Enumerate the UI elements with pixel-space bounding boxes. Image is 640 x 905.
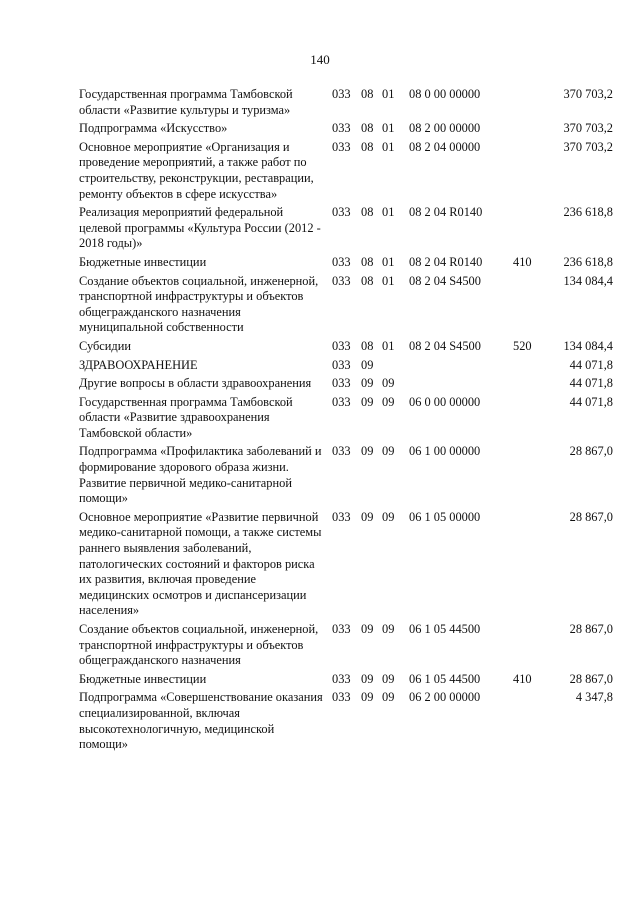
amount: 44 071,8 — [569, 357, 613, 372]
table-row — [79, 510, 619, 619]
target-item-code: 06 1 00 00000 — [409, 444, 481, 459]
table-row — [79, 255, 619, 271]
section-code: 09 — [361, 671, 374, 686]
section-code: 08 — [361, 205, 374, 220]
row-name: Другие вопросы в области здравоохранения — [79, 376, 312, 391]
subsection-code: 01 — [382, 121, 395, 136]
section-code: 09 — [361, 622, 374, 636]
table-row — [79, 87, 619, 118]
row-name: Бюджетные инвестиции — [79, 254, 207, 269]
target-item-code: 08 2 04 S4500 — [409, 338, 481, 353]
row-name: Создание объектов социальной, инженерной, транспортной инфраструктуры и объектов общегражданского назначения — [79, 622, 319, 668]
amount: 370 703,2 — [563, 87, 613, 101]
subsection-code: 01 — [382, 87, 395, 101]
section-code: 09 — [361, 444, 374, 459]
amount: 44 071,8 — [569, 394, 613, 409]
amount: 28 867,0 — [569, 622, 613, 636]
section-code: 09 — [361, 376, 374, 391]
ministry-code: 033 — [332, 357, 351, 372]
subsection-code: 09 — [382, 509, 395, 524]
target-item-code: 08 2 00 00000 — [409, 121, 481, 136]
row-name: Основное мероприятие «Организация и проведение мероприятий, а также работ по строительству, реконструкции, реставрации, ремонту объектов в сфере искусства» — [79, 139, 314, 201]
table-row — [79, 622, 619, 669]
amount: 28 867,0 — [569, 509, 613, 524]
section-code: 08 — [361, 121, 374, 136]
target-item-code: 08 2 04 S4500 — [409, 273, 481, 288]
table-row — [79, 444, 619, 506]
section-code: 09 — [361, 690, 374, 705]
ministry-code: 033 — [332, 622, 351, 636]
ministry-code: 033 — [332, 254, 351, 269]
ministry-code: 033 — [332, 139, 351, 154]
expense-type-code: 410 — [513, 671, 532, 686]
target-item-code: 08 2 04 00000 — [409, 139, 481, 154]
row-name: Подпрограмма «Искусство» — [79, 121, 228, 136]
ministry-code: 033 — [332, 394, 351, 409]
amount: 370 703,2 — [563, 139, 613, 154]
amount: 28 867,0 — [569, 671, 613, 686]
subsection-code: 01 — [382, 139, 395, 154]
ministry-code: 033 — [332, 444, 351, 459]
section-code: 08 — [361, 273, 374, 288]
budget-table — [79, 87, 619, 756]
target-item-code: 08 2 04 R0140 — [409, 205, 483, 220]
section-code: 09 — [361, 357, 374, 372]
target-item-code: 06 1 05 44500 — [409, 622, 481, 636]
amount: 4 347,8 — [575, 690, 613, 705]
amount: 28 867,0 — [569, 444, 613, 459]
table-row — [79, 274, 619, 336]
ministry-code: 033 — [332, 87, 351, 101]
table-row — [79, 205, 619, 252]
table-row — [79, 395, 619, 442]
ministry-code: 033 — [332, 205, 351, 220]
row-name: Государственная программа Тамбовской области «Развитие культуры и туризма» — [79, 87, 293, 117]
table-row — [79, 376, 619, 392]
table-row — [79, 358, 619, 374]
amount: 370 703,2 — [563, 121, 613, 136]
row-name: Бюджетные инвестиции — [79, 671, 207, 686]
ministry-code: 033 — [332, 509, 351, 524]
ministry-code: 033 — [332, 690, 351, 705]
ministry-code: 033 — [332, 338, 351, 353]
amount: 44 071,8 — [569, 376, 613, 391]
section-code: 08 — [361, 139, 374, 154]
table-row — [79, 690, 619, 752]
ministry-code: 033 — [332, 121, 351, 136]
subsection-code: 01 — [382, 338, 395, 353]
amount: 236 618,8 — [563, 205, 613, 220]
subsection-code: 01 — [382, 205, 395, 220]
subsection-code: 09 — [382, 376, 395, 391]
subsection-code: 09 — [382, 690, 395, 705]
row-name: Подпрограмма «Профилактика заболеваний и формирование здорового образа жизни. Развитие первичной медико-санитарной помощи» — [79, 444, 322, 506]
subsection-code: 09 — [382, 622, 395, 636]
page-number: 140 — [310, 52, 330, 67]
target-item-code: 08 2 04 R0140 — [409, 254, 483, 269]
row-name: Подпрограмма «Совершенствование оказания специализированной, включая высокотехнологичную, медицинской помощи» — [79, 690, 323, 752]
section-code: 08 — [361, 338, 374, 353]
row-name: Государственная программа Тамбовской области «Развитие здравоохранения Тамбовской области» — [79, 394, 293, 440]
expense-type-code: 410 — [513, 254, 532, 269]
expense-type-code: 520 — [513, 338, 532, 353]
row-name: Субсидии — [79, 338, 131, 353]
section-code: 08 — [361, 87, 374, 101]
section-code: 09 — [361, 509, 374, 524]
subsection-code: 09 — [382, 671, 395, 686]
ministry-code: 033 — [332, 671, 351, 686]
table-row — [79, 672, 619, 688]
table-row — [79, 140, 619, 202]
subsection-code: 09 — [382, 444, 395, 459]
row-name: Основное мероприятие «Развитие первичной медико-санитарной помощи, а также системы раннего выявления заболеваний, патологических состояний и факторов риска их развития, включая проведение медицинских осмотров и диспансеризации населения» — [79, 509, 322, 618]
target-item-code: 06 0 00 00000 — [409, 394, 481, 409]
table-row — [79, 339, 619, 355]
subsection-code: 01 — [382, 254, 395, 269]
table-row — [79, 121, 619, 137]
row-name: ЗДРАВООХРАНЕНИЕ — [79, 357, 198, 372]
section-code: 08 — [361, 254, 374, 269]
target-item-code: 06 1 05 44500 — [409, 671, 481, 686]
target-item-code: 06 2 00 00000 — [409, 690, 481, 705]
subsection-code: 01 — [382, 273, 395, 288]
ministry-code: 033 — [332, 376, 351, 391]
row-name: Реализация мероприятий федеральной целевой программы «Культура России (2012 - 2018 годы)» — [79, 205, 321, 251]
amount: 134 084,4 — [563, 273, 613, 288]
ministry-code: 033 — [332, 273, 351, 288]
target-item-code: 08 0 00 00000 — [409, 87, 481, 101]
target-item-code: 06 1 05 00000 — [409, 509, 481, 524]
amount: 236 618,8 — [563, 254, 613, 269]
section-code: 09 — [361, 394, 374, 409]
subsection-code: 09 — [382, 394, 395, 409]
amount: 134 084,4 — [563, 338, 613, 353]
row-name: Создание объектов социальной, инженерной, транспортной инфраструктуры и объектов общегражданского назначения муниципальной собственности — [79, 273, 319, 335]
